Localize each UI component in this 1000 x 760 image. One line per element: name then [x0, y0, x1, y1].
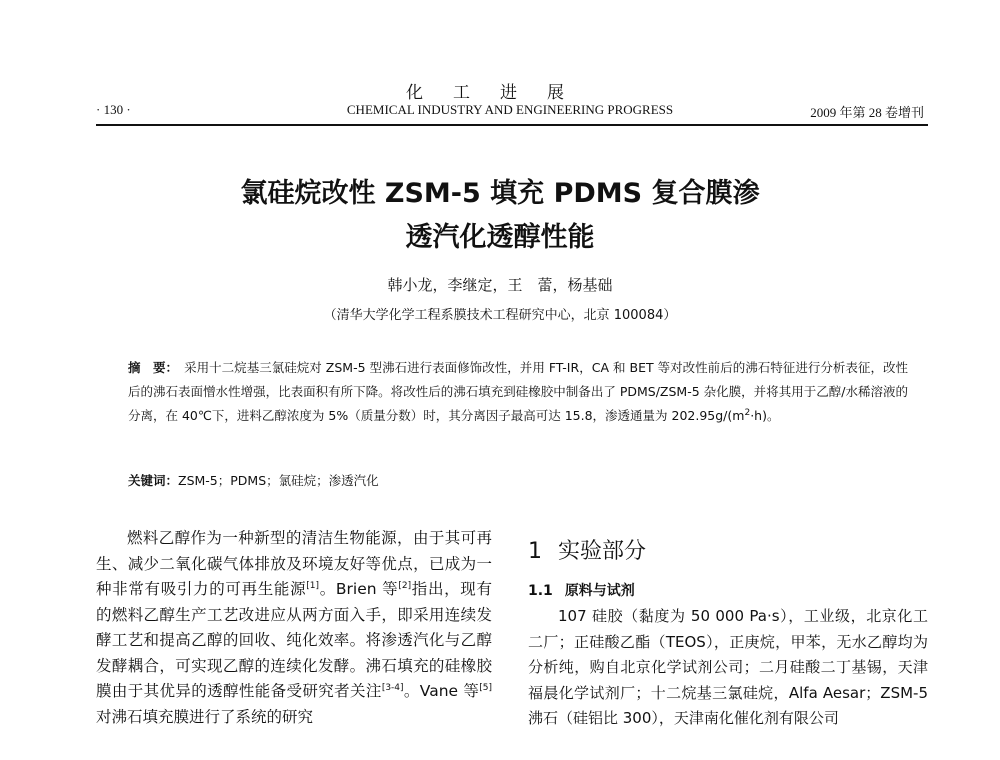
- materials-paragraph: 107 硅胶（黏度为 50 000 Pa·s），工业级，北京化工二厂；正硅酸乙酯（TEOS），正庚烷，甲苯，无水乙醇均为分析纯，购自北京化学试剂公司；二月硅酸二丁基锡，天津福晨化学试剂厂；十二烷基三氯硅烷，Alfa Aesar；ZSM-5 沸石（硅铝比 300），天津南化催化剂有限公司: [528, 607, 928, 727]
- abstract: [128, 356, 908, 428]
- citation-1: [1]: [306, 580, 320, 591]
- subsection-number: 1.1: [528, 583, 553, 599]
- abstract-label: 摘 要：: [128, 360, 179, 375]
- right-column: [528, 526, 928, 732]
- title-line-1: 氯硅烷改性 ZSM-5 填充 PDMS 复合膜渗: [240, 178, 760, 209]
- page-number: · 130 ·: [96, 102, 131, 117]
- intro-text-a: 燃料乙醇作为一种新型的清洁生物能源，由于其可再生、减少二氧化碳气体排放及环境友好等优点，已成为一种非常有吸引力的可再生能源: [96, 529, 492, 598]
- intro-text-b: 。Brien 等: [319, 580, 399, 598]
- section-heading: [528, 526, 928, 578]
- citation-3-4: [3-4]: [381, 682, 404, 693]
- issue-info: 2009 年第 28 卷增刊: [810, 105, 924, 120]
- keywords-label: 关键词：: [128, 473, 179, 488]
- citation-5: [5]: [479, 682, 492, 693]
- intro-text-d: 。Vane 等: [403, 682, 480, 700]
- intro-text-c: 指出，现有的燃料乙醇生产工艺改进应从两方面入手，即采用连续发酵工艺和提高乙醇的回收、纯化效率。将渗透汽化与乙醇发酵耦合，可实现乙醇的连续化发酵。沸石填充的硅橡胶膜由于其优异的透醇性能备受研究者关注: [96, 580, 492, 700]
- abstract-text-1: 采用十二烷基三氯硅烷对 ZSM-5 型沸石进行表面修饰改性，并用 FT-IR，CA 和 BET 等对改性前后的沸石特征进行分析表征，改性后的沸石表面憎水性增强，比表面积有所下降。将改性后的沸石填充到硅橡胶中制备出了 PDMS/ZSM-5 杂化膜，并将其用于乙醇/水稀溶液的分离，在 40℃下，进料乙醇浓度为 5%（质量分数）时，其分离因子最高可达 15.8，渗透通量为 202.95g/(m: [128, 360, 908, 423]
- intro-text-e: 对沸石填充膜进行了系统的研究: [96, 707, 314, 726]
- abstract-text-2: ·h)。: [750, 408, 780, 423]
- left-column: [96, 526, 492, 730]
- journal-title-cn: 化工进展: [406, 83, 594, 103]
- intro-paragraph: [96, 526, 492, 730]
- header-rule: [96, 124, 928, 126]
- keywords-text: ZSM-5；PDMS；氯硅烷；渗透汽化: [178, 473, 379, 488]
- affiliation: （清华大学化学工程系膜技术工程研究中心，北京 100084）: [323, 308, 677, 323]
- article-title: [0, 172, 1000, 260]
- subsection-title: 原料与试剂: [564, 583, 635, 599]
- citation-2: [2]: [398, 580, 412, 591]
- journal-title-en: CHEMICAL INDUSTRY AND ENGINEERING PROGRESS: [346, 102, 674, 117]
- authors: 韩小龙，李继定，王 蕾，杨基础: [387, 276, 613, 294]
- section-title: 实验部分: [558, 539, 647, 564]
- subsection-heading: [528, 578, 928, 604]
- section-number: 1: [528, 539, 542, 564]
- abstract-superscript: 2: [744, 407, 751, 418]
- title-line-2: 透汽化透醇性能: [405, 222, 595, 253]
- keywords: [128, 470, 908, 492]
